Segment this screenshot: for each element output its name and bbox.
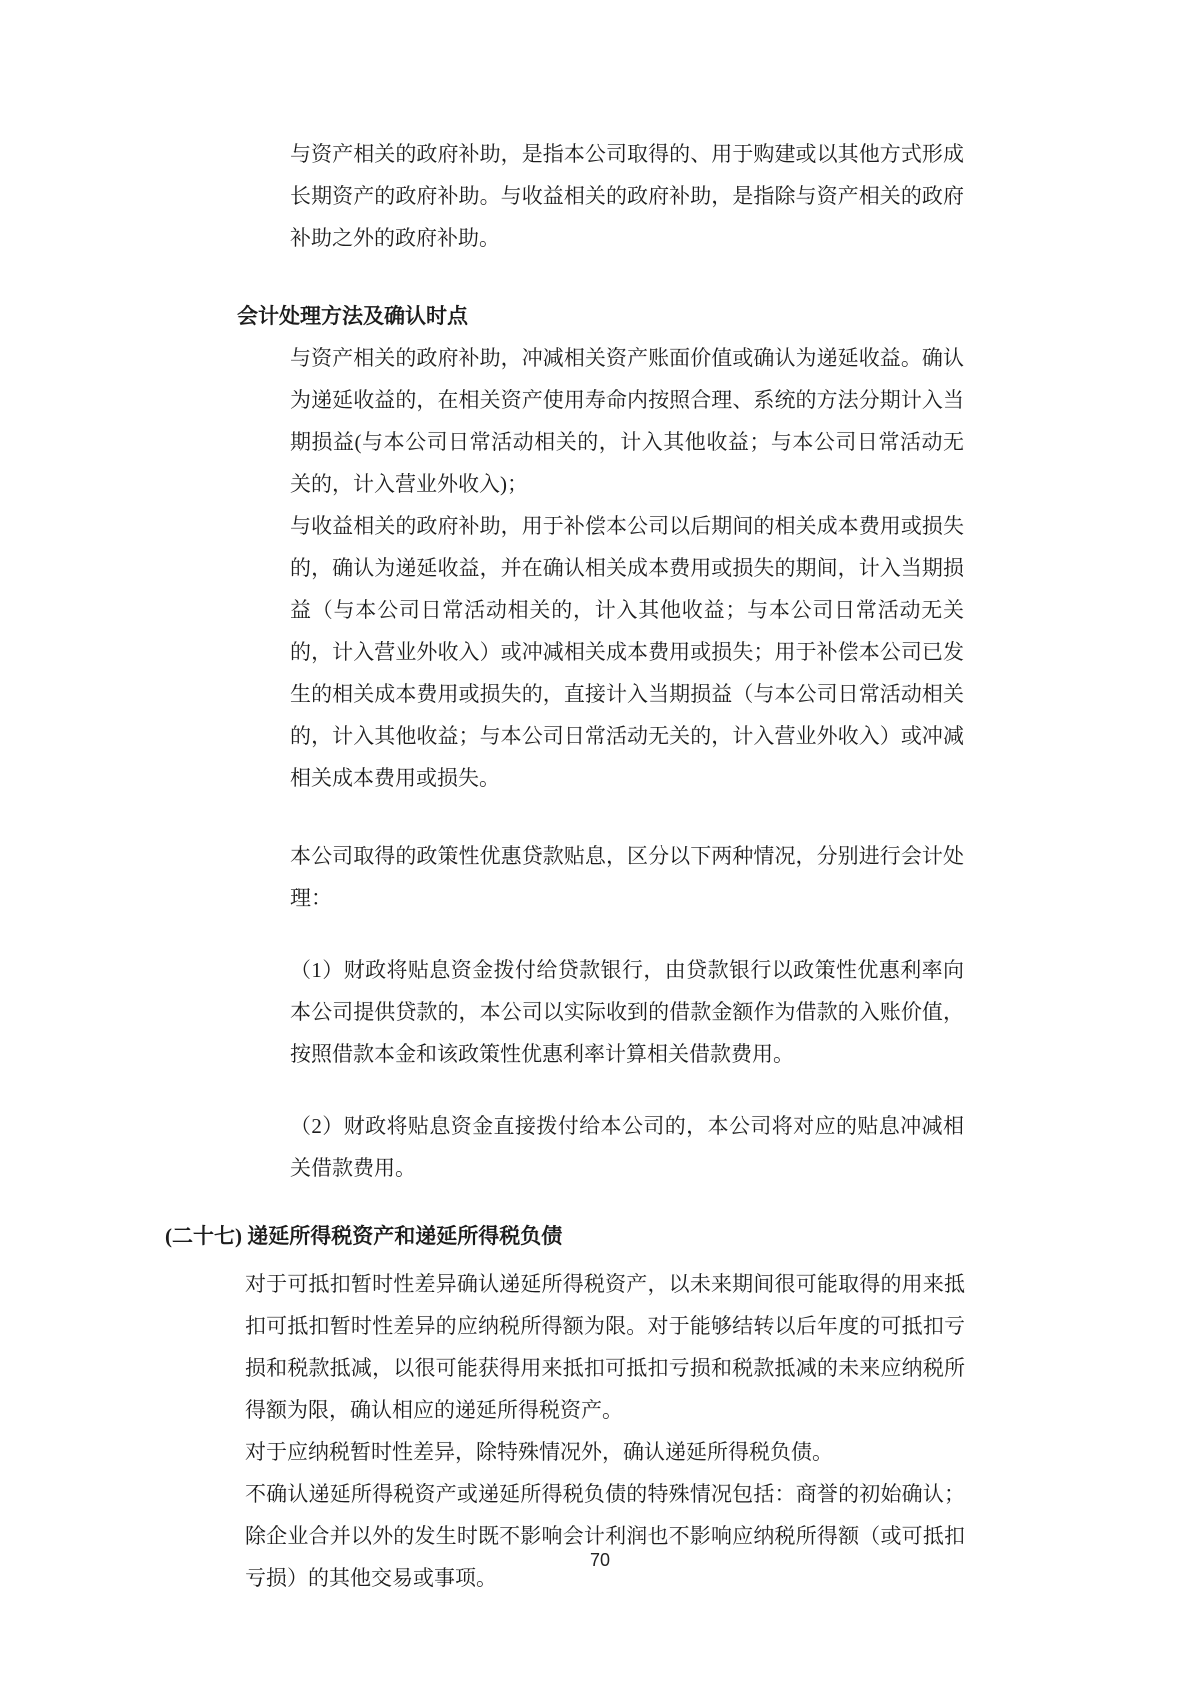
accounting-treatment-block (0, 337, 1200, 799)
paragraph-government-grants-definition: 与资产相关的政府补助，是指本公司取得的、用于购建或以其他方式形成长期资产的政府补助。与收益相关的政府补助，是指除与资产相关的政府补助之外的政府补助。 (290, 142, 964, 250)
paragraph-deferred-tax-exceptions: 不确认递延所得税资产或递延所得税负债的特殊情况包括：商誉的初始确认；除企业合并以外的发生时既不影响会计利润也不影响应纳税所得额（或可抵扣亏损）的其他交易或事项。 (245, 1482, 965, 1590)
heading-section-27 (165, 1215, 1200, 1257)
section-27-number: (二十七) (165, 1224, 242, 1248)
deferred-tax-block (0, 1263, 1200, 1599)
heading-accounting-treatment: 会计处理方法及确认时点 (237, 304, 468, 328)
section-27-title: 递延所得税资产和递延所得税负债 (247, 1224, 563, 1248)
page-footer (0, 1550, 1200, 1571)
paragraph-asset-related-grants: 与资产相关的政府补助，冲减相关资产账面价值或确认为递延收益。确认为递延收益的，在相关资产使用寿命内按照合理、系统的方法分期计入当期损益(与本公司日常活动相关的，计入其他收益；与本公司日常活动无关的，计入营业外收入)； (290, 346, 964, 496)
paragraph-income-related-grants: 与收益相关的政府补助，用于补偿本公司以后期间的相关成本费用或损失的，确认为递延收益，并在确认相关成本费用或损失的期间，计入当期损益（与本公司日常活动相关的，计入其他收益；与本公司日常活动无关的，计入营业外收入）或冲减相关成本费用或损失；用于补偿本公司已发生的相关成本费用或损失的，直接计入当期损益（与本公司日常活动相关的，计入其他收益；与本公司日常活动无关的，计入营业外收入）或冲减相关成本费用或损失。 (290, 514, 964, 790)
page-number: 70 (589, 1550, 611, 1570)
paragraph-discount-case-1: （1）财政将贴息资金拨付给贷款银行，由贷款银行以政策性优惠利率向本公司提供贷款的，本公司以实际收到的借款金额作为借款的入账价值，按照借款本金和该政策性优惠利率计算相关借款费用。 (290, 958, 964, 1066)
paragraph-deferred-tax-liabilities: 对于应纳税暂时性差异，除特殊情况外，确认递延所得税负债。 (245, 1440, 833, 1464)
paragraph-discount-case-2: （2）财政将贴息资金直接拨付给本公司的，本公司将对应的贴息冲减相关借款费用。 (290, 1114, 964, 1180)
paragraph-deferred-tax-assets: 对于可抵扣暂时性差异确认递延所得税资产，以未来期间很可能取得的用来抵扣可抵扣暂时性差异的应纳税所得额为限。对于能够结转以后年度的可抵扣亏损和税款抵减，以很可能获得用来抵扣可抵扣亏损和税款抵减的未来应纳税所得额为限，确认相应的递延所得税资产。 (245, 1272, 965, 1422)
paragraph-policy-loan-intro: 本公司取得的政策性优惠贷款贴息，区分以下两种情况，分别进行会计处理： (290, 844, 964, 910)
